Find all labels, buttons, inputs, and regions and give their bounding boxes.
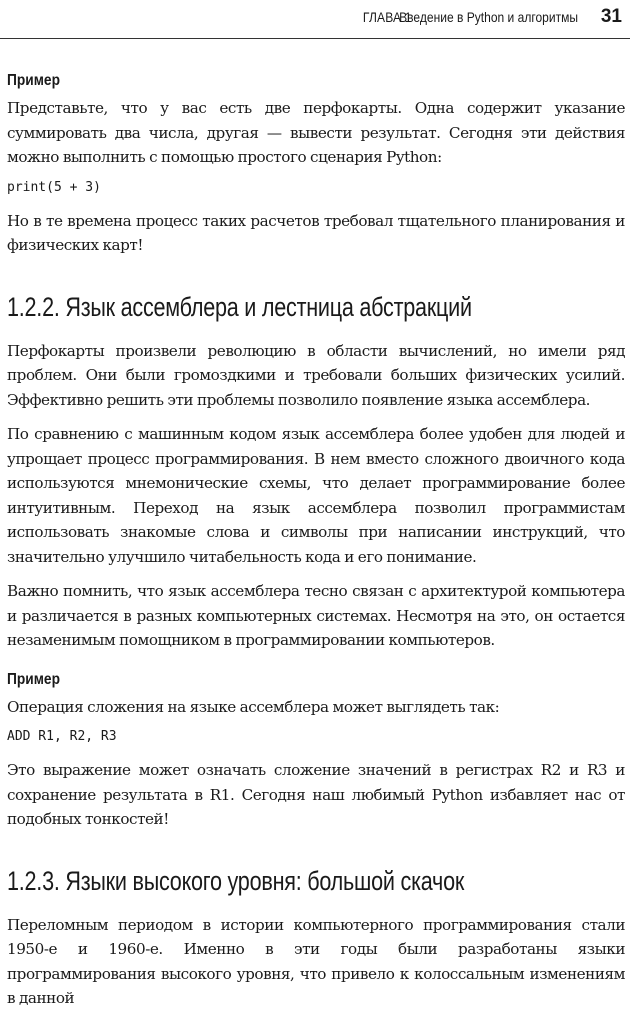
page-content bbox=[7, 72, 625, 1021]
code-snippet: ADD R1, R2, R3 bbox=[7, 729, 117, 744]
paragraph: Переломным периодом в истории компьютерного программирования стали 1950-е и 1960-е. Именно в эти годы были разработаны языки программирования высокого уровня, что привело к колоссальным изменениям в данной bbox=[7, 915, 625, 1007]
paragraph: Операция сложения на языке ассемблера может выглядеть так: bbox=[7, 697, 500, 716]
code-snippet: print(5 + 3) bbox=[7, 179, 101, 195]
example-label: Пример bbox=[7, 670, 60, 688]
example-label: Пример bbox=[7, 72, 60, 89]
paragraph: Важно помнить, что язык ассемблера тесно связан с архитектурой компьютера и различается в разных компьютерных системах. Несмотря на это, он остается незаменимым помощником в программировании компьютеров. bbox=[7, 582, 625, 649]
paragraph: Представьте, что у вас есть две перфокарты. Одна содержит указание суммировать два числа, другая — вывести результат. Сегодня эти действия можно выполнить с помощью простого сценария Python: bbox=[7, 99, 625, 166]
paragraph: Но в те времена процесс таких расчетов требовал тщательного планирования и физических карт! bbox=[7, 211, 625, 254]
paragraph: По сравнению с машинным кодом язык ассемблера более удобен для людей и упрощает процесс программирования. В нем вместо сложного двоичного кода используются мнемонические схемы, что делает программирование более интуитивным. Переход на язык ассемблера позволил программистам использовать знакомые слова и символы при написании инструкций, что значительно улучшило читабельность кода и его понимание. bbox=[7, 425, 625, 566]
paragraph: Это выражение может означать сложение значений в регистрах R2 и R3 и сохранение результата в R1. Сегодня наш любимый Python избавляет нас от подобных тонкостей! bbox=[7, 761, 625, 828]
section-heading: 1.2.3. Языки высокого уровня: большой скачок bbox=[7, 865, 465, 896]
paragraph: Перфокарты произвели революцию в области вычислений, но имели ряд проблем. Они были громоздкими и требовали больших физических усилий. Эффективно решить эти проблемы позволило появление языка ассемблера. bbox=[7, 341, 625, 409]
section-heading: 1.2.2. Язык ассемблера и лестница абстракций bbox=[7, 291, 472, 322]
running-header bbox=[0, 0, 630, 39]
chapter-title: Введение в Python и алгоритмы bbox=[399, 9, 578, 25]
chapter-label: ГЛАВА 1 bbox=[363, 9, 412, 25]
page-number: 31 bbox=[600, 6, 622, 27]
